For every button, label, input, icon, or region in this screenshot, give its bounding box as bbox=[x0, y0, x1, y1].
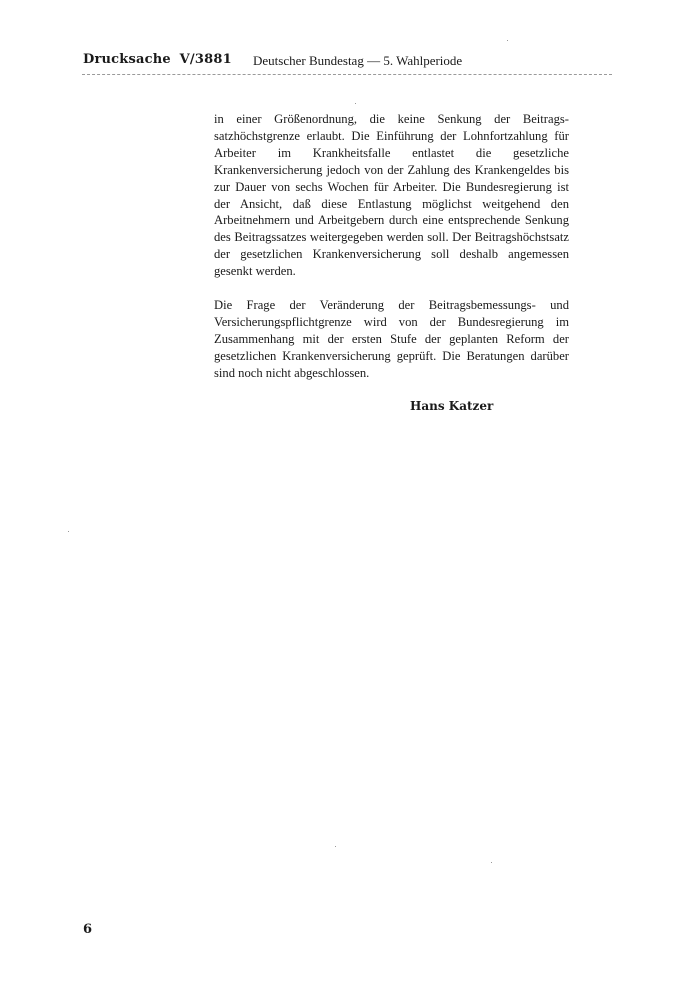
paragraph: in einer Größenordnung, die keine Senkung der Beitragssatzhöchstgrenze erlaubt. Die Einführung der Lohnfortzahlung für Arbeiter im Krankheitsfalle entlastet die gesetzliche Krankenversicherung jedoch von der Zahlung des Krankengeldes bis zur Dauer von sechs Wochen für Arbeiter. Die Bundesregierung ist der Ansicht, daß diese Entlastung möglichst weitgehend den Arbeitnehmern und Arbeitgebern durch eine entsprechende Senkung des Beitragssatzes weitergegeben werden soll. Der Beitragshöchstsatz der gesetzlichen Krankenversicherung soll deshalb angemessen gesenkt werden. bbox=[214, 112, 569, 279]
scan-speck bbox=[335, 846, 336, 847]
body-text bbox=[214, 111, 569, 382]
scan-speck bbox=[355, 103, 356, 104]
header-rule bbox=[82, 74, 612, 75]
scan-speck bbox=[68, 531, 69, 532]
page-header bbox=[0, 0, 700, 80]
signature: Hans Katzer bbox=[410, 399, 494, 413]
page-number: 6 bbox=[83, 922, 93, 937]
scan-speck bbox=[507, 40, 508, 41]
scan-speck bbox=[491, 862, 492, 863]
header-title: Deutscher Bundestag — 5. Wahlperiode bbox=[253, 53, 463, 68]
document-label: Drucksache bbox=[83, 52, 171, 67]
document-reference bbox=[83, 52, 232, 67]
document-number: V/3881 bbox=[179, 52, 232, 67]
paragraph: Die Frage der Veränderung der Beitragsbemessungs- und Versicherungspflichtgrenze wird von der Bundesregierung im Zusammenhang mit der ersten Stufe der geplanten Reform der gesetzlichen Krankenversicherung geprüft. Die Beratungen darüber sind noch nicht abgeschlossen. bbox=[214, 298, 569, 380]
